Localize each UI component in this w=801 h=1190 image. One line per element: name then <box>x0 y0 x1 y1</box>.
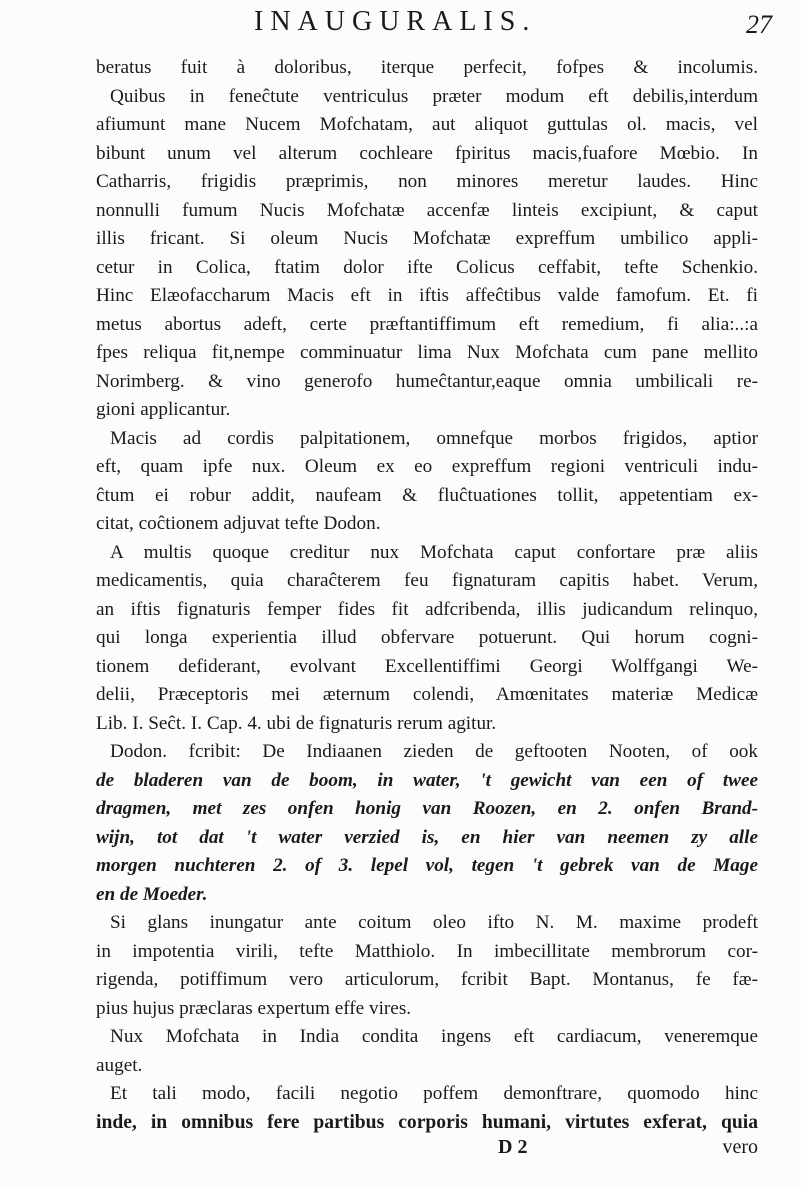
body-text <box>96 54 758 1137</box>
text-line: bibunt unum vel alterum cochleare fpiritus macis,fuafore Mœbio. In <box>96 142 758 164</box>
text-line: morgen nuchteren 2. of 3. lepel vol, tegen 't gebrek van de Mage <box>96 855 758 876</box>
text-line: fpes reliqua fit,nempe comminuatur lima Nux Mofchata cum pane mellito <box>96 342 758 363</box>
text-line: cetur in Colica, ftatim dolor ifte Colicus ceffabit, tefte Schenkio. <box>96 256 758 278</box>
text-line: delii, Præceptoris mei æternum colendi, Amœnitates materiæ Medicæ <box>96 684 758 705</box>
text-line: inde, in omnibus fere partibus corporis humani, virtutes exferat, quia <box>96 1111 758 1133</box>
text-line: afiumunt mane Nucem Mofchatam, aut aliquot guttulas ol. macis, vel <box>96 114 758 135</box>
text-line: auget. <box>96 1054 143 1076</box>
text-line: beratus fuit à doloribus, iterque perfecit, fofpes & incolumis. <box>96 57 758 78</box>
text-line: Catharris, frigidis præprimis, non minores meretur laudes. Hinc <box>96 171 758 192</box>
text-line: an iftis fignaturis femper fides fit adfcribenda, illis judicandum relinquo, <box>96 598 758 620</box>
text-line: Quibus in feneĉtute ventriculus præter modum eft debilis,interdum <box>110 85 758 107</box>
text-line: Et tali modo, facili negotio poffem demonftrare, quomodo hinc <box>110 1083 758 1104</box>
text-line: tionem defiderant, evolvant Excellentiffimi Georgi Wolffgangi We- <box>96 655 758 677</box>
text-line: Nux Mofchata in India condita ingens eft cardiacum, veneremque <box>110 1026 758 1047</box>
text-line: Macis ad cordis palpitationem, omnefque morbos frigidos, aptior <box>110 427 758 449</box>
text-line: eft, quam ipfe nux. Oleum ex eo expreffum regioni ventriculi indu- <box>96 456 758 477</box>
text-line: A multis quoque creditur nux Mofchata caput confortare præ aliis <box>110 541 758 563</box>
running-head: INAUGURALIS. <box>254 6 537 37</box>
signature-mark: D 2 <box>498 1136 528 1158</box>
text-line: wijn, tot dat 't water verzied is, en hier van neemen zy alle <box>96 826 758 848</box>
text-line: illis fricant. Si oleum Nucis Mofchatæ expreffum umbilico appli- <box>96 228 758 249</box>
text-line: metus abortus adeft, certe præftantiffimum eft remedium, fi alia:..:a <box>96 313 758 335</box>
text-line: nonnulli fumum Nucis Mofchatæ accenfæ linteis excipiunt, & caput <box>96 199 758 221</box>
text-line: Lib. I. Seĉt. I. Cap. 4. ubi de fignaturis rerum agitur. <box>96 712 497 734</box>
text-line: en de Moeder. <box>96 883 208 905</box>
text-line: Norimberg. & vino generofo humeĉtantur,eaque omnia umbilicali re- <box>96 370 758 392</box>
page-footer <box>96 1136 758 1166</box>
text-line: ĉtum ei robur addit, naufeam & fluĉtuationes tollit, appetentiam ex- <box>96 484 758 506</box>
text-line: qui longa experientia illud obfervare potuerunt. Qui horum cogni- <box>96 627 758 648</box>
text-line: Si glans inungatur ante coitum oleo ifto N. M. maxime prodeft <box>110 912 758 933</box>
page-number: 27 <box>746 10 772 39</box>
text-line: gioni applicantur. <box>96 399 231 420</box>
page-header <box>0 4 801 44</box>
text-line: citat, coĉtionem adjuvat tefte Dodon. <box>96 513 381 534</box>
text-line: pius hujus præclaras expertum effe vires. <box>96 997 412 1019</box>
catchword: vero <box>722 1136 758 1158</box>
text-line: medicamentis, quia charaĉterem feu fignaturam capitis habet. Verum, <box>96 570 758 591</box>
text-line: Dodon. fcribit: De Indiaanen zieden de geftooten Nooten, of ook <box>110 741 758 762</box>
text-line: de bladeren van de boom, in water, 't gewicht van een of twee <box>96 769 758 791</box>
text-line: in impotentia virili, tefte Matthiolo. In imbecillitate membrorum cor- <box>96 940 758 962</box>
text-line: dragmen, met zes onfen honig van Roozen, en 2. onfen Brand- <box>96 798 758 819</box>
text-line: rigenda, potiffimum vero articulorum, fcribit Bapt. Montanus, fe fæ- <box>96 969 758 990</box>
text-line: Hinc Elæofaccharum Macis eft in iftis affeĉtibus valde famofum. Et. fi <box>96 285 758 306</box>
